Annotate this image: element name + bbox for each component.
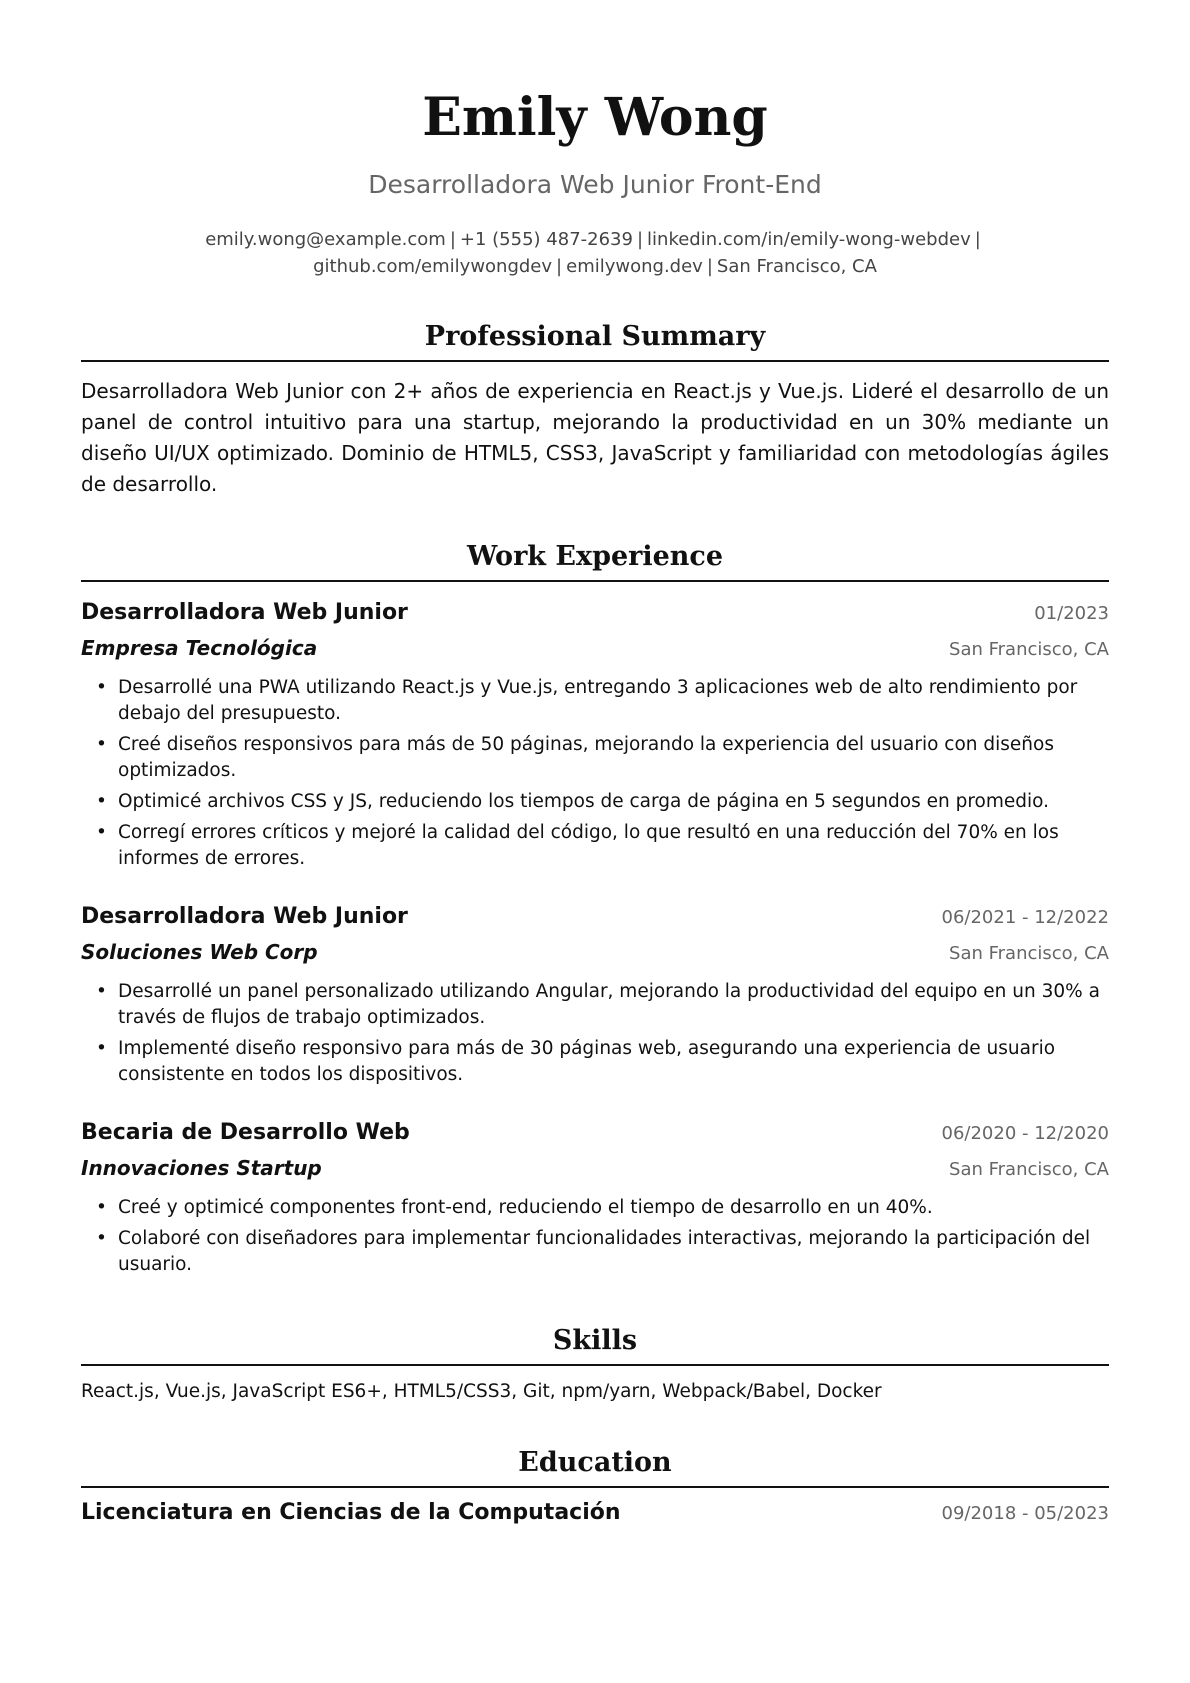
job-bullet-text: Creé diseños responsivos para más de 50 páginas, mejorando la experiencia del usuario con diseños optimizados. bbox=[118, 734, 1054, 781]
job-bullet-text: Desarrollé un panel personalizado utilizando Angular, mejorando la productividad del equipo en un 30% a través de flujos de trabajo optimizados. bbox=[118, 981, 1100, 1028]
job-location: San Francisco, CA bbox=[949, 1159, 1109, 1180]
job-location: San Francisco, CA bbox=[949, 639, 1109, 660]
contact-linkedin[interactable]: linkedin.com/in/emily-wong-webdev bbox=[647, 229, 971, 250]
skills-section-title: Skills bbox=[81, 1324, 1109, 1366]
bullet-icon: • bbox=[96, 1197, 107, 1218]
job-bullet bbox=[96, 979, 1109, 1031]
job-bullet bbox=[96, 732, 1109, 784]
job-bullet bbox=[96, 820, 1109, 872]
job-bullet bbox=[96, 675, 1109, 727]
education-section-title: Education bbox=[81, 1446, 1109, 1488]
contact-phone[interactable]: +1 (555) 487-2639 bbox=[459, 229, 633, 250]
contact-separator: | bbox=[974, 229, 981, 250]
candidate-name: Emily Wong bbox=[422, 87, 768, 148]
contact-separator: | bbox=[556, 256, 563, 277]
job-company: Soluciones Web Corp bbox=[81, 940, 318, 964]
summary-section-title: Professional Summary bbox=[81, 320, 1109, 362]
job-entry bbox=[81, 1118, 1109, 1278]
job-company-row bbox=[81, 1149, 1109, 1185]
job-title: Desarrolladora Web Junior bbox=[81, 904, 408, 929]
job-bullet bbox=[96, 1226, 1109, 1278]
job-bullet bbox=[96, 1195, 1109, 1221]
job-title: Becaria de Desarrollo Web bbox=[81, 1120, 410, 1145]
education-degree: Licenciatura en Ciencias de la Computación bbox=[81, 1500, 621, 1525]
job-bullets bbox=[81, 979, 1109, 1088]
job-header-row bbox=[81, 598, 1109, 629]
contact-info bbox=[165, 226, 1025, 280]
bullet-icon: • bbox=[96, 734, 107, 755]
job-bullets bbox=[81, 1195, 1109, 1278]
contact-separator: | bbox=[636, 229, 644, 250]
bullet-icon: • bbox=[96, 981, 107, 1002]
bullet-icon: • bbox=[96, 677, 107, 698]
job-company: Empresa Tecnológica bbox=[81, 636, 318, 660]
job-company-row bbox=[81, 629, 1109, 665]
job-company: Innovaciones Startup bbox=[81, 1156, 322, 1180]
bullet-icon: • bbox=[96, 822, 107, 843]
job-company-row bbox=[81, 933, 1109, 969]
job-bullet-text: Optimicé archivos CSS y JS, reduciendo los tiempos de carga de página en 5 segundos en promedio. bbox=[118, 791, 1049, 812]
skills-list: React.js, Vue.js, JavaScript ES6+, HTML5/CSS3, Git, npm/yarn, Webpack/Babel, Docker bbox=[81, 1381, 882, 1402]
bullet-icon: • bbox=[96, 1228, 107, 1249]
candidate-headline: Desarrolladora Web Junior Front-End bbox=[368, 170, 822, 199]
job-bullet bbox=[96, 1036, 1109, 1088]
bullet-icon: • bbox=[96, 791, 107, 812]
job-bullet-text: Implementé diseño responsivo para más de 30 páginas web, asegurando una experiencia de usuario consistente en todos los dispositivos. bbox=[118, 1038, 1056, 1085]
bullet-icon: • bbox=[96, 1038, 107, 1059]
contact-separator: | bbox=[449, 229, 456, 250]
contact-separator: | bbox=[706, 256, 713, 277]
education-entry bbox=[81, 1498, 1109, 1529]
job-bullet-text: Creé y optimicé componentes front-end, reduciendo el tiempo de desarrollo en un 40%. bbox=[118, 1197, 933, 1218]
job-title: Desarrolladora Web Junior bbox=[81, 600, 408, 625]
contact-github[interactable]: github.com/emilywongdev bbox=[313, 256, 553, 277]
job-bullet-text: Desarrollé una PWA utilizando React.js y Vue.js, entregando 3 aplicaciones web de alto rendimiento por debajo del presupuesto. bbox=[118, 677, 1078, 724]
contact-email[interactable]: emily.wong@example.com bbox=[205, 229, 446, 250]
job-header-row bbox=[81, 902, 1109, 933]
summary-text: Desarrolladora Web Junior con 2+ años de experiencia en React.js y Vue.js. Lideré el desarrollo de un panel de control intuitivo para una startup, mejorando la productividad en un 30% mediante un diseño UI/UX optimizado. Dominio de HTML5, CSS3, JavaScript y familiaridad con metodologías ágiles de desarrollo. bbox=[81, 379, 1109, 496]
job-entry bbox=[81, 598, 1109, 872]
contact-location: San Francisco, CA bbox=[716, 256, 877, 277]
job-date: 06/2020 - 12/2020 bbox=[941, 1123, 1109, 1144]
job-bullet-text: Corregí errores críticos y mejoré la calidad del código, lo que resultó en una reducción del 70% en los informes de errores. bbox=[118, 822, 1059, 869]
job-bullet bbox=[96, 789, 1109, 815]
work-section-title: Work Experience bbox=[81, 540, 1109, 582]
job-header-row bbox=[81, 1118, 1109, 1149]
job-date: 01/2023 bbox=[1034, 603, 1109, 624]
job-bullet-text: Colaboré con diseñadores para implementar funcionalidades interactivas, mejorando la participación del usuario. bbox=[118, 1228, 1091, 1275]
education-date: 09/2018 - 05/2023 bbox=[941, 1503, 1109, 1524]
job-location: San Francisco, CA bbox=[949, 943, 1109, 964]
contact-website[interactable]: emilywong.dev bbox=[566, 256, 703, 277]
job-entry bbox=[81, 902, 1109, 1088]
job-bullets bbox=[81, 675, 1109, 872]
job-date: 06/2021 - 12/2022 bbox=[941, 907, 1109, 928]
